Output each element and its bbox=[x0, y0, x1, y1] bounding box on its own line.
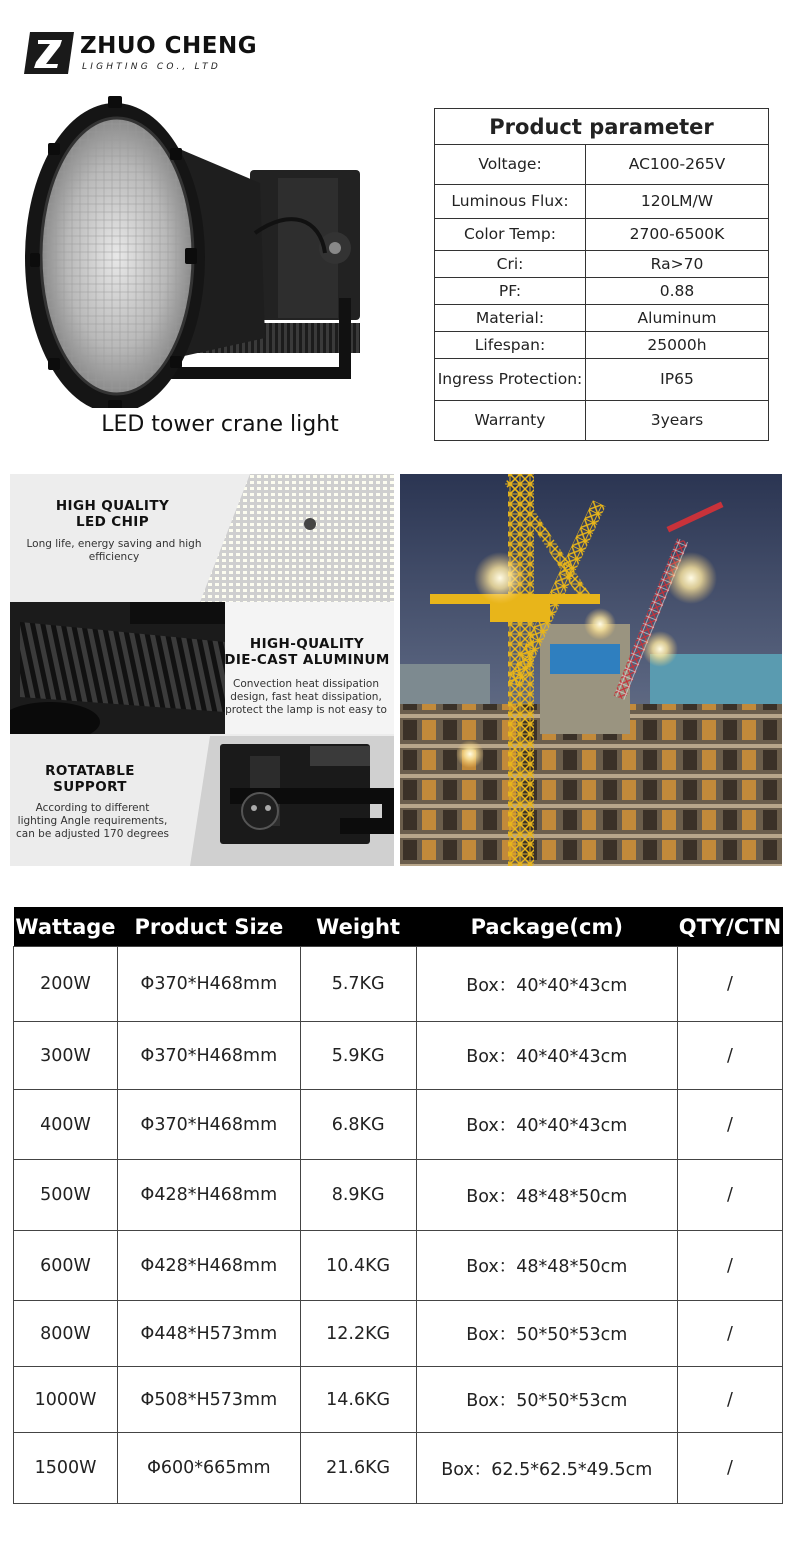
cell-package: Box：40*40*43cm bbox=[416, 1022, 677, 1090]
feature-title-line: LED CHIP bbox=[75, 514, 150, 530]
parameter-table bbox=[434, 108, 769, 441]
table-row bbox=[14, 1367, 783, 1433]
table-row bbox=[14, 1160, 783, 1231]
param-value: Ra>70 bbox=[586, 251, 769, 278]
feature-title-line: HIGH-QUALITY bbox=[249, 636, 365, 652]
cell-size: Φ428*H468mm bbox=[117, 1160, 300, 1231]
feature-title-line: DIE-CAST ALUMINUM bbox=[224, 652, 390, 668]
feature-desc-line: protect the lamp is not easy to bbox=[225, 704, 387, 716]
led-chip-image bbox=[200, 474, 394, 602]
param-key: Lifespan: bbox=[435, 332, 586, 359]
feature-desc-line: Long life, energy saving and high bbox=[26, 538, 202, 550]
param-key: Color Temp: bbox=[435, 219, 586, 251]
feature-panel bbox=[10, 474, 394, 866]
construction-site-photo bbox=[400, 474, 782, 866]
cell-qty: / bbox=[677, 1022, 782, 1090]
feature-title-line: HIGH QUALITY bbox=[55, 498, 170, 514]
cell-size: Φ370*H468mm bbox=[117, 947, 300, 1022]
param-value: IP65 bbox=[586, 359, 769, 401]
cell-weight: 8.9KG bbox=[300, 1160, 416, 1231]
param-key: Material: bbox=[435, 305, 586, 332]
param-value: AC100-265V bbox=[586, 145, 769, 185]
cell-qty: / bbox=[677, 1367, 782, 1433]
header-wattage: Wattage bbox=[14, 907, 118, 947]
feature-title bbox=[220, 636, 394, 668]
feature-desc-line: According to different bbox=[35, 802, 150, 814]
param-value: 2700-6500K bbox=[586, 219, 769, 251]
cell-weight: 21.6KG bbox=[300, 1433, 416, 1504]
cell-package: Box：40*40*43cm bbox=[416, 1090, 677, 1160]
feature-desc-line: can be adjusted 170 degrees bbox=[15, 828, 170, 840]
feature-desc-line: design, fast heat dissipation, bbox=[230, 691, 382, 703]
bracket-image bbox=[190, 736, 394, 866]
heatsink-image bbox=[10, 602, 225, 734]
cell-size: Φ508*H573mm bbox=[117, 1367, 300, 1433]
cell-weight: 6.8KG bbox=[300, 1090, 416, 1160]
cell-wattage: 500W bbox=[14, 1160, 118, 1231]
feature-desc-line: lighting Angle requirements, bbox=[17, 815, 168, 827]
table-row bbox=[14, 1231, 783, 1301]
param-value: 25000h bbox=[586, 332, 769, 359]
table-row bbox=[14, 1022, 783, 1090]
cell-weight: 5.9KG bbox=[300, 1022, 416, 1090]
cell-package: Box：48*48*50cm bbox=[416, 1160, 677, 1231]
cell-wattage: 800W bbox=[14, 1301, 118, 1367]
feature-desc-line: Convection heat dissipation bbox=[233, 678, 379, 690]
brand-name: ZHUO CHENG bbox=[80, 33, 258, 59]
param-key: PF: bbox=[435, 278, 586, 305]
spec-table bbox=[13, 907, 783, 1504]
cell-wattage: 400W bbox=[14, 1090, 118, 1160]
feature-desc bbox=[14, 538, 214, 564]
cell-size: Φ370*H468mm bbox=[117, 1090, 300, 1160]
feature-title-line: ROTATABLE bbox=[45, 763, 135, 779]
cell-weight: 14.6KG bbox=[300, 1367, 416, 1433]
cell-package: Box：50*50*53cm bbox=[416, 1367, 677, 1433]
cell-wattage: 200W bbox=[14, 947, 118, 1022]
cell-weight: 12.2KG bbox=[300, 1301, 416, 1367]
header-qty-ctn: QTY/CTN bbox=[677, 907, 782, 947]
feature-title bbox=[10, 763, 170, 795]
cell-weight: 5.7KG bbox=[300, 947, 416, 1022]
cell-package: Box：62.5*62.5*49.5cm bbox=[416, 1433, 677, 1504]
param-value: Aluminum bbox=[586, 305, 769, 332]
feature-desc bbox=[218, 678, 394, 717]
param-value: 0.88 bbox=[586, 278, 769, 305]
param-key: Luminous Flux: bbox=[435, 185, 586, 219]
header-package: Package(cm) bbox=[416, 907, 677, 947]
feature-desc bbox=[10, 802, 175, 841]
feature-desc-line: efficiency bbox=[88, 551, 140, 563]
cell-size: Φ448*H573mm bbox=[117, 1301, 300, 1367]
cell-qty: / bbox=[677, 1231, 782, 1301]
cell-qty: / bbox=[677, 1090, 782, 1160]
header-product-size: Product Size bbox=[117, 907, 300, 947]
param-key: Warranty bbox=[435, 401, 586, 441]
cell-package: Box：40*40*43cm bbox=[416, 947, 677, 1022]
cell-qty: / bbox=[677, 1433, 782, 1504]
table-row bbox=[14, 1090, 783, 1160]
cell-qty: / bbox=[677, 947, 782, 1022]
feature-title-line: SUPPORT bbox=[53, 779, 127, 795]
cell-package: Box：48*48*50cm bbox=[416, 1231, 677, 1301]
cell-qty: / bbox=[677, 1160, 782, 1231]
product-image bbox=[20, 88, 390, 408]
param-key: Ingress Protection: bbox=[435, 359, 586, 401]
param-value: 120LM/W bbox=[586, 185, 769, 219]
cell-wattage: 1500W bbox=[14, 1433, 118, 1504]
param-key: Cri: bbox=[435, 251, 586, 278]
param-key: Voltage: bbox=[435, 145, 586, 185]
table-row bbox=[14, 1301, 783, 1367]
cell-size: Φ600*665mm bbox=[117, 1433, 300, 1504]
brand-subtitle: LIGHTING CO., LTD bbox=[82, 62, 221, 72]
parameter-table-title: Product parameter bbox=[435, 109, 769, 145]
cell-wattage: 1000W bbox=[14, 1367, 118, 1433]
cell-wattage: 600W bbox=[14, 1231, 118, 1301]
cell-qty: / bbox=[677, 1301, 782, 1367]
brand-logo-mark bbox=[24, 32, 74, 74]
param-value: 3years bbox=[586, 401, 769, 441]
spec-table-header bbox=[14, 907, 783, 947]
product-caption: LED tower crane light bbox=[101, 412, 339, 437]
cell-weight: 10.4KG bbox=[300, 1231, 416, 1301]
cell-size: Φ428*H468mm bbox=[117, 1231, 300, 1301]
cell-size: Φ370*H468mm bbox=[117, 1022, 300, 1090]
table-row bbox=[14, 1433, 783, 1504]
header-weight: Weight bbox=[300, 907, 416, 947]
feature-title bbox=[20, 498, 205, 530]
cell-package: Box：50*50*53cm bbox=[416, 1301, 677, 1367]
table-row bbox=[14, 947, 783, 1022]
cell-wattage: 300W bbox=[14, 1022, 118, 1090]
